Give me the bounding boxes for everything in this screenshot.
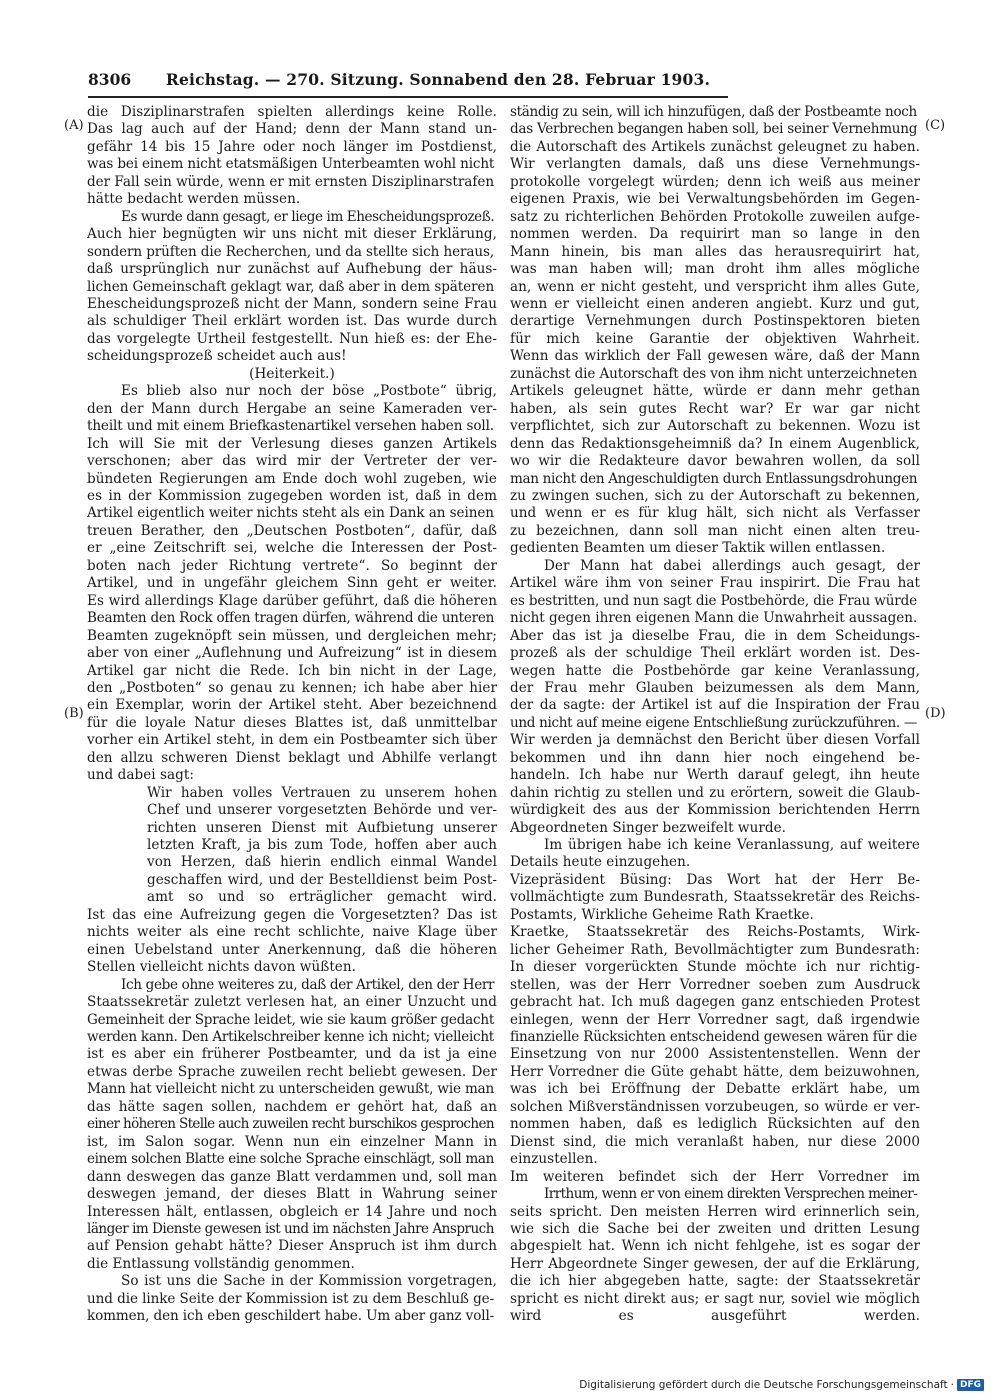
text-line: kommen, den ich eben geschildert habe. Um aber ganz voll- [87, 1308, 495, 1325]
text-line: Der Mann hat dabei allerdings auch gesagt, der [544, 557, 920, 574]
text-line: den „Postboten“ so genau zu kennen; ich habe aber hier [87, 679, 497, 696]
text-line: nommen haben, daß es lediglich Rücksichten auf den [510, 1116, 920, 1133]
text-line: gedienten Beamten um dieser Taktik willen entlassen. [510, 540, 886, 557]
text-line: man nicht den Angeschuldigten durch Entlassungsdrohungen [510, 470, 918, 487]
text-line: Artikel wäre ihm von seiner Frau inspirirt. Die Frau hat [510, 575, 920, 592]
text-line: es bestritten, und nun sagt die Postbehörde, die Frau würde [510, 592, 918, 609]
text-line: solchen Mißverständnissen vorzubeugen, so würde er ver- [510, 1098, 920, 1115]
text-line: was man haben will; man droht ihm alles mögliche [510, 261, 920, 278]
text-line: und wenn er es für klug hält, sich nicht als Verfasser [510, 505, 920, 522]
text-line: an, wenn er nicht gesteht, und verspricht ihm alles Gute, [510, 278, 920, 295]
text-line: einer höheren Stelle auch zuweilen recht burschikos gesprochen [87, 1116, 494, 1133]
text-line: derartige Vernehmungen durch Postinspektoren bieten [510, 313, 920, 330]
text-line: das Verbrechen begangen haben soll, bei seiner Vernehmung [510, 121, 918, 138]
text-line: Es wird allerdings Klage darüber geführt, daß die höheren [87, 592, 497, 609]
text-line: verschonen; aber das wird mir der Vertreter der ver- [87, 453, 497, 470]
text-line: Abgeordneten Singer bezweifelt wurde. [510, 819, 787, 836]
text-line: nicht gegen ihren eigenen Mann die Unwahrheit aussagen. [510, 610, 918, 627]
text-line: ist es aber ein früherer Postbeamter, und da ist ja eine [87, 1046, 497, 1063]
text-line: Details heute einzugehen. [510, 854, 691, 871]
text-line: richten unseren Dienst mit Aufbietung unserer [147, 819, 497, 836]
text-line: die Entlassung vollständig genommen. [87, 1255, 355, 1272]
text-line: den allzu schweren Dienst beklagt und Abhilfe verlangt [87, 749, 497, 766]
text-line: ein Exemplar, worin der Artikel steht. Aber bezeichnend [87, 697, 497, 714]
text-line: lichen Gemeinschaft geklagt war, daß aber in dem späteren [87, 278, 495, 295]
text-line: zu zwingen suchen, sich zu der Autorschaft zu bekennen, [510, 487, 920, 504]
text-line: Interessen hält, entlassen, obgleich er 14 Jahre und noch [87, 1203, 497, 1220]
page-header [88, 70, 728, 94]
text-line: zunächst die Autorschaft des von ihm nicht unterzeichneten [510, 365, 918, 382]
text-line: länger im Dienste gewesen ist und im nächsten Jahre Anspruch [87, 1221, 494, 1237]
text-line: geschaffen wird, und der Bestelldienst beim Post- [147, 871, 497, 888]
text-line: spricht es nicht direkt aus; er sagt nur, soviel wie möglich [510, 1290, 920, 1307]
text-line: und nicht auf meine eigene Entschließung zurückzuführen. — [510, 714, 918, 731]
text-line: einlegen, wenn der Herr Vorredner sagt, daß irgendwie [510, 1011, 920, 1028]
text-line: wegen hatte die Postbehörde gar keine Veranlassung, [510, 662, 920, 679]
text-line: der Fall sein würde, wenn er mit ernsten Disziplinarstrafen [87, 173, 495, 190]
margin-mark-d: (D) [925, 706, 946, 721]
text-line: Chef und unserer vorgesetzten Behörde und ver- [147, 802, 497, 819]
text-line: und die linke Seite der Kommission ist zu dem Beschluß ge- [87, 1290, 495, 1307]
text-line: dann deswegen das ganze Blatt verdammen und, soll man [87, 1168, 497, 1185]
text-line: einzustellen. [510, 1151, 598, 1168]
text-line: zu bezeichnen, dann soll man nicht einen alten treu- [510, 522, 920, 539]
dfg-logo-icon: DFG [957, 1379, 984, 1391]
text-line: boten nach jeder Richtung vertrete“. So beginnt der [87, 557, 497, 574]
text-line: So ist uns die Sache in der Kommission vorgetragen, [121, 1273, 497, 1290]
footer-credit: Digitalisierung gefördert durch die Deutsche Forschungsgemeinschaft · DFG [579, 1379, 984, 1391]
margin-mark-c: (C) [925, 118, 946, 133]
text-line: Vizepräsident Büsing: Das Wort hat der Herr Be- [510, 871, 920, 888]
text-line: Irrthum, wenn er von einem direkten Versprechen meiner- [544, 1186, 918, 1203]
text-line: theilt und mit einem Briefkastenartikel versehen haben soll. [87, 418, 494, 435]
text-line: einen Uebelstand unter Anerkennung, daß die höheren [87, 941, 497, 958]
text-line: Auch hier begnügten wir uns nicht mit dieser Erklärung, [87, 226, 497, 243]
text-line: auf Pension gehabt hätte? Dieser Anspruch ist ihm durch [87, 1238, 497, 1255]
text-line: den der Mann durch Hergabe an seine Kameraden ver- [87, 400, 497, 417]
text-line: gefähr 14 bis 15 Jahre oder noch länger im Postdienst, [87, 138, 497, 155]
text-line: die ich hier abgegeben hatte, sagte: der Staatssekretär [510, 1273, 920, 1290]
text-line: Ehescheidungsprozeß nicht der Mann, sondern seine Frau [87, 295, 497, 312]
text-line: Im weiteren befindet sich der Herr Vorredner im [510, 1168, 920, 1185]
text-line: deswegen jemand, der dieses Blatt in Wahrung seiner [87, 1186, 497, 1203]
left-column [87, 104, 497, 1326]
text-line: hätte bedacht werden müssen. [87, 191, 301, 208]
text-line: für die loyale Natur dieses Blattes ist, daß unmittelbar [87, 714, 497, 731]
text-line: Postamts, Wirkliche Geheime Rath Kraetke. [510, 906, 814, 923]
text-line: scheidungsprozeß scheidet auch aus! [87, 348, 347, 365]
text-line: was ich bei Eröffnung der Debatte erklärt habe, um [510, 1081, 920, 1098]
text-line: der da sagte: der Artikel ist auf die Inspiration der Frau [510, 697, 920, 714]
text-line: Artikel eigentlich weiter nichts steht als ein Dank an seinen [87, 505, 494, 522]
text-line: amt so und so erträglicher gemacht wird. [147, 889, 497, 906]
text-line: einem solchen Blatte eine solche Sprache einschlägt, soll man [87, 1151, 494, 1168]
text-line: prozeß als der schuldige Theil erklärt worden ist. Des- [510, 645, 920, 662]
text-line: Artikel gar nicht die Rede. Ich bin nicht in der Lage, [87, 662, 497, 679]
text-line: wird es ausgeführt werden. [510, 1308, 920, 1325]
text-line: In dieser vorgerückten Stunde möchte ich nur richtig- [510, 959, 920, 976]
text-line: treuen Berather, den „Deutschen Postboten“, dafür, daß [87, 522, 497, 539]
text-line: Mann hinein, bis man alles das herausrequirirt hat, [510, 243, 920, 260]
text-line: Ich gebe ohne weiteres zu, daß der Artikel, den der Herr [121, 976, 495, 993]
text-line: Aber das ist ja dieselbe Frau, die in dem Scheidungs- [510, 627, 920, 644]
text-line: für mich keine Garantie der objektiven Wahrheit. [510, 330, 920, 347]
text-line: Herr Abgeordnete Singer gewesen, der auf die Erklärung, [510, 1255, 920, 1272]
text-line: ist, im Salon sogar. Wenn nun ein einzelner Mann in [87, 1133, 497, 1150]
text-line: und dabei sagt: [87, 767, 194, 784]
text-line: die Disziplinarstrafen spielten allerdings keine Rolle. [87, 104, 497, 120]
text-line: Wir verlangten damals, daß uns diese Vernehmungs- [510, 156, 920, 173]
text-line: letzten Kraft, ja bis zum Tode, hoffen aber auch [147, 837, 497, 854]
text-line: wo wir die Redakteure davor bewahren wollen, da soll [510, 453, 920, 470]
text-line: Einsetzung von nur 2000 Assistentenstellen. Wenn der [510, 1046, 920, 1063]
text-line: protokolle vorgelegt würden; denn ich weiß aus meiner [510, 173, 920, 190]
text-line: verpflichtet, sich zur Autorschaft zu bekennen. Wozu ist [510, 418, 920, 435]
text-line: Kraetke, Staatssekretär des Reichs-Postamts, Wirk- [510, 924, 920, 941]
text-line: wenn er vielleicht einen anderen angiebt. Kurz und gut, [510, 295, 920, 312]
text-line: Dienst sind, die mich veranlaßt haben, nur diese 2000 [510, 1133, 920, 1150]
text-line: ständig zu sein, will ich hinzufügen, daß der Postbeamte noch [510, 104, 917, 120]
text-line: gebracht hat. Ich muß dagegen ganz entschieden Protest [510, 994, 920, 1011]
margin-mark-b: (B) [64, 706, 84, 721]
text-line: aber von einer „Auflehnung und Aufreizung“ ist in diesem [87, 645, 497, 662]
text-line: Das lag auch auf der Hand; denn der Mann stand un- [87, 121, 497, 138]
text-line: es in der Kommission zugegeben worden ist, daß in dem [87, 487, 497, 504]
text-line: Stellen vielleicht nichts davon wüßten. [87, 959, 357, 976]
text-line: Ich will Sie mit der Verlesung dieses ganzen Artikels [87, 435, 497, 452]
right-column [510, 104, 920, 1326]
text-line: licher Geheimer Rath, Bevollmächtigter zum Bundesrath: [510, 941, 920, 958]
text-line: Wir werden ja demnächst den Bericht über diesen Vorfall [510, 732, 920, 749]
text-line: Im übrigen habe ich keine Veranlassung, auf weitere [544, 837, 920, 854]
text-line: er „eine Zeitschrift sei, welche die Interessen der Post- [87, 540, 497, 557]
text-line: sondern prüften die Recherchen, und da stellte sich heraus, [87, 243, 495, 260]
text-line: wie sich die Sache bei der zweiten und dritten Lesung [510, 1221, 920, 1237]
text-line: nommen werden. Da requirirt man so lange in den [510, 226, 920, 243]
text-line: Artikel, und in ungefähr gleichem Sinn geht er weiter. [87, 575, 497, 592]
text-line: Es blieb also nur noch der böse „Postbote“ übrig, [121, 383, 497, 400]
header-rule [88, 96, 728, 98]
text-line: etwas derbe Sprache zuweilen recht beliebt gewesen. Der [87, 1063, 497, 1080]
text-line: die Autorschaft des Artikels zunächst geleugnet zu haben. [510, 138, 920, 155]
text-line: von Herzen, daß hierin endlich einmal Wandel [147, 854, 497, 871]
footer-text: Digitalisierung gefördert durch die Deutsche Forschungsgemeinschaft [579, 1379, 948, 1391]
text-line: bündeten Regierungen am Ende doch wohl zugeben, wie [87, 470, 497, 487]
page-number: 8306 [88, 70, 132, 89]
text-line: Staatssekretär zuletzt verlesen hat, an einer Unzucht und [87, 994, 497, 1011]
text-line: seits spricht. Den meisten Herren wird erinnerlich sein, [510, 1203, 920, 1220]
text-line: daß ursprünglich nur zunächst auf Aufhebung der häus- [87, 261, 497, 278]
text-line: Gemeinheit der Sprache leidet, wie sie kaum größer gedacht [87, 1011, 495, 1028]
text-line: dahin richtig zu stellen und zu erörtern, soweit die Glaub- [510, 784, 920, 801]
text-line: Beamten den Rock offen tragen dürfen, während die unteren [87, 610, 495, 627]
text-line: satz zu richterlichen Behörden Protokolle zuweilen aufge- [510, 208, 920, 225]
margin-mark-a: (A) [64, 118, 84, 133]
text-line: das vorgelegte Urtheil festgestellt. Nun hieß es: der Ehe- [87, 330, 497, 347]
text-line: haben, als sein gutes Recht war? Er war gar nicht [510, 400, 920, 417]
text-line: Es wurde dann gesagt, er liege im Ehescheidungsprozeß. [121, 208, 495, 225]
text-line: stellen, was der Herr Vorredner soeben zum Ausdruck [510, 976, 920, 993]
text-line: (Heiterkeit.) [249, 365, 335, 382]
running-head: Reichstag. — 270. Sitzung. Sonnabend den 28. Februar 1903. [165, 70, 711, 89]
text-line: Beamten zugeknöpft sein müssen, und dergleichen mehr; [87, 627, 497, 644]
text-line: eigenen Praxis, wie bei Verwaltungsbehörden im Gegen- [510, 191, 920, 208]
text-line: handeln. Ich habe nur Werth darauf gelegt, ihn heute [510, 767, 920, 784]
text-line: vorher ein Artikel steht, in dem ein Postbeamter sich über [87, 732, 497, 749]
text-line: denn das Redaktionsgeheimniß da? In einem Augenblick, [510, 435, 920, 452]
text-line: was bei einem nicht etatsmäßigen Unterbeamten wohl nicht [87, 156, 495, 173]
text-line: Herr Vorredner die Güte gehabt hätte, dem beizuwohnen, [510, 1063, 920, 1080]
text-line: das hätte sagen sollen, nachdem er gehört hat, daß an [87, 1098, 497, 1115]
text-line: bekommen und ihn dann hier noch eingehend be- [510, 749, 920, 766]
text-line: nichts weiter als eine recht schlichte, naive Klage über [87, 924, 497, 941]
text-line: Wenn das wirklich der Fall gewesen wäre, daß der Mann [510, 348, 920, 365]
text-line: Wir haben volles Vertrauen zu unserem hohen [147, 784, 497, 801]
text-line: finanzielle Rücksichten entscheidend gewesen wären für die [510, 1029, 918, 1046]
text-line: Ist das eine Aufreizung gegen die Vorgesetzten? Das ist [87, 906, 497, 923]
text-line: würdigkeit des aus der Kommission berichtenden Herrn [510, 802, 920, 819]
text-line: Mann hat vielleicht nicht zu unterscheiden gewußt, wie man [87, 1081, 495, 1098]
text-line: vollmächtigte zum Bundesrath, Staatssekretär des Reichs- [510, 889, 920, 906]
text-line: Artikels geleugnet hätte, würde er dann mehr gethan [510, 383, 920, 400]
text-line: der Frau mehr Glauben beizumessen als dem Mann, [510, 679, 920, 696]
text-line: als schuldiger Theil erklärt worden ist. Das wurde durch [87, 313, 497, 330]
text-line: abgespielt hat. Wenn ich nicht fehlgehe, ist es sogar der [510, 1238, 920, 1255]
text-line: werden kann. Den Artikelschreiber kenne ich nicht; vielleicht [87, 1029, 494, 1046]
